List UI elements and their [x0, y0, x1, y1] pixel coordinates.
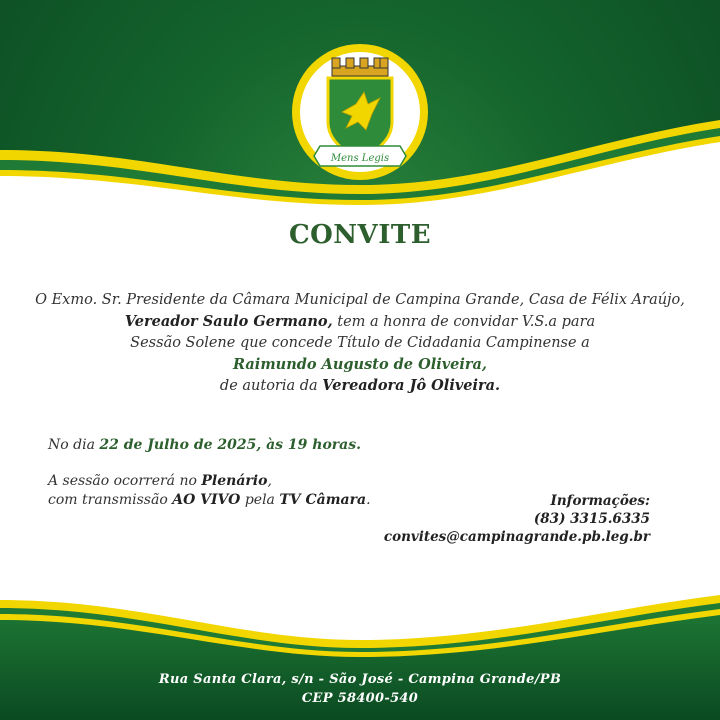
- date-prefix: No dia: [48, 437, 100, 453]
- crown-icon: [332, 58, 388, 76]
- intro-line-2-rest: tem a honra de convidar V.S.a para: [332, 314, 596, 330]
- broadcast-punct: .: [366, 492, 371, 508]
- president-name: Vereador Saulo Germano,: [124, 313, 333, 330]
- live-label: AO VIVO: [172, 492, 241, 508]
- intro-line-2: [20, 311, 700, 333]
- tv-channel: TV Câmara: [279, 492, 367, 508]
- info-email: convites@campinagrande.pb.leg.br: [383, 529, 650, 545]
- intro-line-1: O Exmo. Sr. Presidente da Câmara Municipal de Campina Grande, Casa de Félix Araújo,: [35, 292, 685, 308]
- session-punct: ,: [267, 473, 272, 489]
- session-prefix: A sessão ocorrerá no: [48, 473, 202, 489]
- session-line-2: [48, 491, 371, 510]
- broadcast-prefix: com transmissão: [48, 492, 173, 508]
- chamber-emblem: [290, 42, 430, 182]
- invitation-body: [20, 290, 700, 397]
- motto-text: Mens Legis: [330, 153, 390, 164]
- info-phone: (83) 3315.6335: [533, 511, 650, 527]
- footer-address: [0, 670, 720, 708]
- honoree-name: Raimundo Augusto de Oliveira,: [233, 356, 487, 373]
- contact-info: [384, 492, 650, 546]
- date-value: 22 de Julho de 2025, às 19 horas.: [99, 437, 361, 453]
- cep-line: CEP 58400-540: [301, 691, 419, 706]
- session-place: Plenário: [201, 473, 268, 489]
- author-name: Vereadora Jô Oliveira.: [322, 377, 501, 394]
- session-info: [48, 472, 371, 510]
- event-date: [48, 437, 361, 453]
- address-line: Rua Santa Clara, s/n - São José - Campina Grande/PB: [158, 672, 562, 687]
- intro-line-5: [20, 375, 700, 397]
- session-line-1: [48, 472, 371, 491]
- page-title: CONVITE: [288, 220, 432, 250]
- authorship-prefix: de autoria da: [219, 378, 323, 394]
- intro-line-3: Sessão Solene que concede Título de Cidadania Campinense a: [130, 335, 590, 351]
- info-label: Informações:: [550, 493, 650, 509]
- broadcast-mid: pela: [240, 492, 280, 508]
